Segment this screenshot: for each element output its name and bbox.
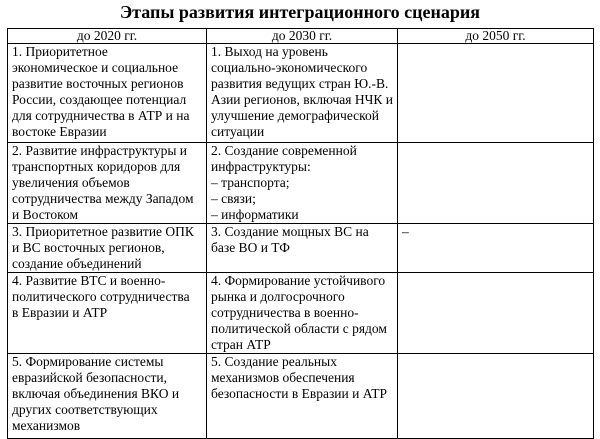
cell-2050: – <box>398 224 594 273</box>
cell-2020 <box>8 224 207 273</box>
cell-line: – информатики <box>211 207 299 222</box>
cell-2030 <box>207 224 398 273</box>
cell-line: включая объединения ВКО и <box>12 386 180 401</box>
header-2050: до 2050 гг. <box>398 29 594 44</box>
cell-line: сотрудничества между Западом <box>12 191 194 206</box>
cell-line: безопасности в Евразии и АТР <box>211 386 388 401</box>
cell-2050 <box>398 44 594 143</box>
table-row <box>8 354 594 439</box>
cell-line: улучшение демографической <box>211 108 379 123</box>
cell-2050 <box>398 354 594 439</box>
cell-line: 1. Выход на уровень <box>211 44 328 59</box>
cell-line: механизмов обеспечения <box>211 370 355 385</box>
cell-line: социально-экономического <box>211 60 368 75</box>
cell-line: в Евразии и АТР <box>12 305 108 320</box>
cell-2020 <box>8 44 207 143</box>
stages-table <box>7 28 594 439</box>
cell-line: инфраструктуры: <box>211 159 311 174</box>
cell-2020 <box>8 143 207 224</box>
header-2030: до 2030 гг. <box>207 29 398 44</box>
table-row <box>8 273 594 354</box>
cell-line: 1. Приоритетное <box>12 44 108 59</box>
cell-line: 3. Создание мощных ВС на <box>211 224 369 239</box>
cell-line: и ВС восточных регионов, <box>12 240 165 255</box>
table-row <box>8 44 594 143</box>
table-row <box>8 143 594 224</box>
cell-2020 <box>8 354 207 439</box>
cell-line: развития ведущих стран Ю.-В. <box>211 76 389 91</box>
cell-line: создание объединений <box>12 256 142 271</box>
cell-line: 3. Приоритетное развитие ОПК <box>12 224 194 239</box>
cell-line: – связи; <box>211 191 256 206</box>
page-title: Этапы развития интеграционного сценария <box>119 2 481 22</box>
cell-2050 <box>398 273 594 354</box>
cell-line: политического сотрудничества <box>12 289 190 304</box>
cell-line: для сотрудничества в АТР и на <box>12 108 190 123</box>
cell-line: базе ВО и ТФ <box>211 240 290 255</box>
cell-line: – транспорта; <box>211 175 290 190</box>
cell-line: 2. Создание современной <box>211 143 357 158</box>
cell-line: и Востоком <box>12 207 79 222</box>
cell-2030 <box>207 44 398 143</box>
cell-line: 5. Формирование системы <box>12 354 164 369</box>
cell-line: других соответствующих <box>12 402 158 417</box>
cell-line: Азии регионов, включая НЧК и <box>211 92 393 107</box>
cell-line: рынка и долгосрочного <box>211 289 345 304</box>
cell-line: 2. Развитие инфраструктуры и <box>12 143 188 158</box>
cell-line: сотрудничества в военно- <box>211 305 359 320</box>
cell-2030 <box>207 354 398 439</box>
cell-line: механизмов <box>12 418 81 433</box>
cell-line: стран АТР <box>211 337 271 352</box>
cell-line: развитие восточных регионов <box>12 76 184 91</box>
cell-line: экономическое и социальное <box>12 60 179 75</box>
cell-line: ситуации <box>211 124 265 139</box>
cell-2030 <box>207 273 398 354</box>
cell-line: 4. Формирование устойчивого <box>211 273 386 288</box>
cell-line: евразийской безопасности, <box>12 370 167 385</box>
cell-line: увеличения объемов <box>12 175 130 190</box>
table-row <box>8 224 594 273</box>
cell-line: 4. Развитие ВТС и военно- <box>12 273 166 288</box>
header-2020: до 2020 гг. <box>8 29 207 44</box>
cell-2050 <box>398 143 594 224</box>
cell-line: России, создающее потенциал <box>12 92 187 107</box>
cell-2030 <box>207 143 398 224</box>
cell-line: востоке Евразии <box>12 124 107 139</box>
cell-line: политической области с рядом <box>211 321 387 336</box>
table-header-row <box>8 29 594 44</box>
cell-line: 5. Создание реальных <box>211 354 337 369</box>
cell-2020 <box>8 273 207 354</box>
cell-line: транспортных коридоров для <box>12 159 181 174</box>
